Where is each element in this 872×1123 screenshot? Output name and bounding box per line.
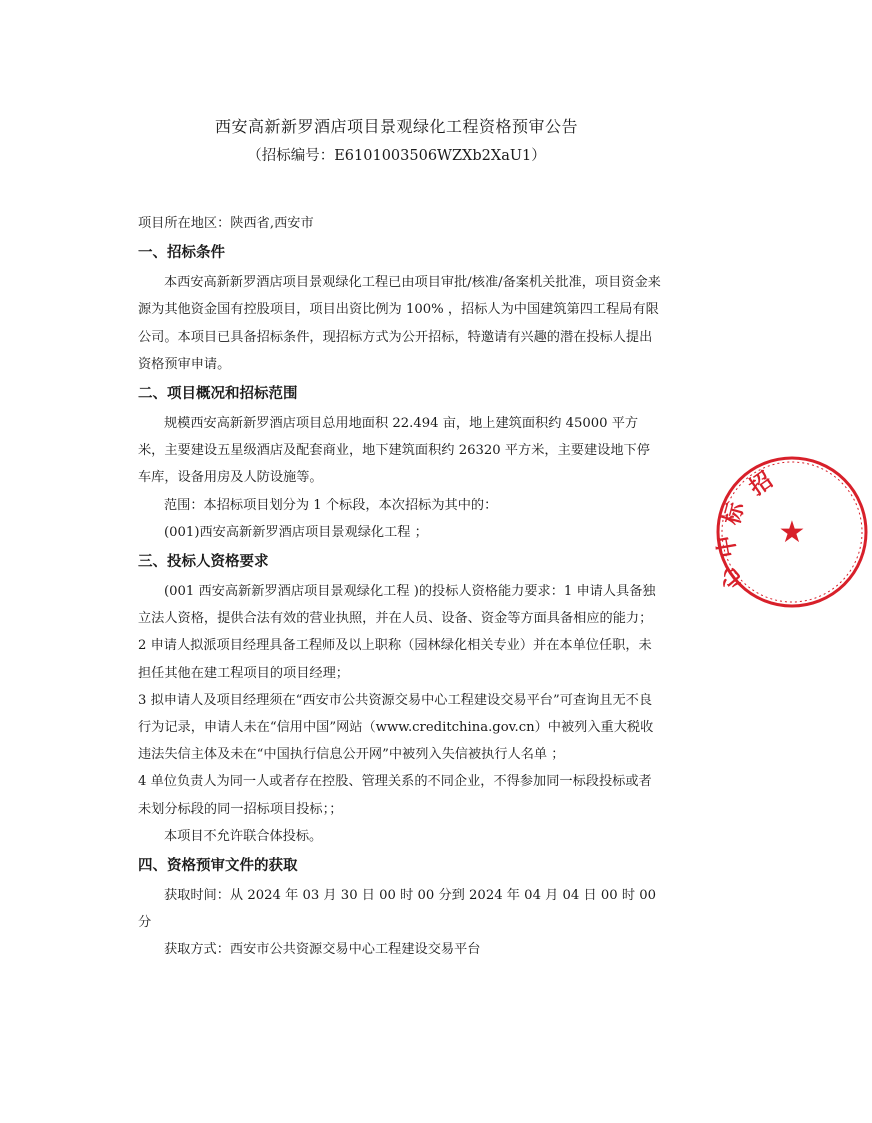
requirement-2: 2 申请人拟派项目经理具备工程师及以上职称（园林绿化相关专业）并在本单位任职，未担任其他在建工程项目的项目经理； — [138, 638, 652, 681]
acquisition-method: 获取方式：西安市公共资源交易中心工程建设交易平台 — [164, 942, 481, 958]
document-body — [138, 210, 662, 964]
requirement-3: 3 拟申请人及项目经理须在“西安市公共资源交易中心工程建设交易平台”可查询且无不良行为记录，申请人未在“信用中国”网站（www.creditchina.gov.cn）中被列入重大税收违法失信主体及未在“中国执行信息公开网”中被列入失信被执行人名单 ； — [138, 692, 654, 763]
scope-paragraph: 范围：本招标项目划分为 1 个标段，本次招标为其中的： — [164, 497, 498, 513]
svg-text:标: 标 — [718, 499, 750, 528]
svg-text:心: 心 — [714, 561, 749, 595]
requirement-1: (001 西安高新新罗酒店项目景观绿化工程 )的投标人资格能力要求：1 申请人具备独立法人资格，提供合法有效的营业执照，并在人员、设备、资金等方面具备相应的能力； — [138, 584, 656, 627]
section-heading-1: 一、招标条件 — [138, 245, 225, 262]
lot-item: (001)西安高新新罗酒店项目景观绿化工程 ； — [164, 524, 428, 540]
svg-text:招: 招 — [744, 466, 778, 501]
acquisition-time: 获取时间：从 2024 年 03 月 30 日 00 时 00 分到 2024 年 04 月 04 日 00 时 00 分 — [138, 888, 657, 931]
section-1-paragraph: 本西安高新新罗酒店项目景观绿化工程已由项目审批/核准/备案机关批准，项目资金来源为其他资金国有控股项目，项目出资比例为 100% ，招标人为中国建筑第四工程局有限公司。本项目已具备招标条件，现招标方式为公开招标，特邀请有兴趣的潜在投标人提出资格预审申请。 — [138, 275, 661, 372]
tender-number: （招标编号：E6101003506WZXb2XaU1） — [247, 148, 546, 164]
section-heading-4: 四、资格预审文件的获取 — [138, 858, 298, 875]
project-location: 项目所在地区：陕西省,西安市 — [138, 216, 314, 231]
section-heading-3: 三、投标人资格要求 — [138, 554, 269, 571]
consortium-note: 本项目不允许联合体投标。 — [164, 828, 323, 844]
svg-text:中: 中 — [712, 533, 742, 560]
svg-text:★: ★ — [778, 515, 806, 550]
requirement-4: 4 单位负责人为同一人或者存在控股、管理关系的不同企业，不得参加同一标段投标或者未划分标段的同一招标项目投标；； — [138, 774, 652, 817]
section-heading-2: 二、项目概况和招标范围 — [138, 386, 298, 403]
project-scale-paragraph: 规模西安高新新罗酒店项目总用地面积 22.494 亩，地上建筑面积约 45000 平方米，主要建设五星级酒店及配套商业，地下建筑面积约 26320 平方米，主要建设地下停车库，设备用房及人防设施等。 — [138, 416, 650, 486]
red-seal-stamp — [712, 452, 872, 612]
page-title: 西安高新新罗酒店项目景观绿化工程资格预审公告 — [214, 117, 578, 136]
